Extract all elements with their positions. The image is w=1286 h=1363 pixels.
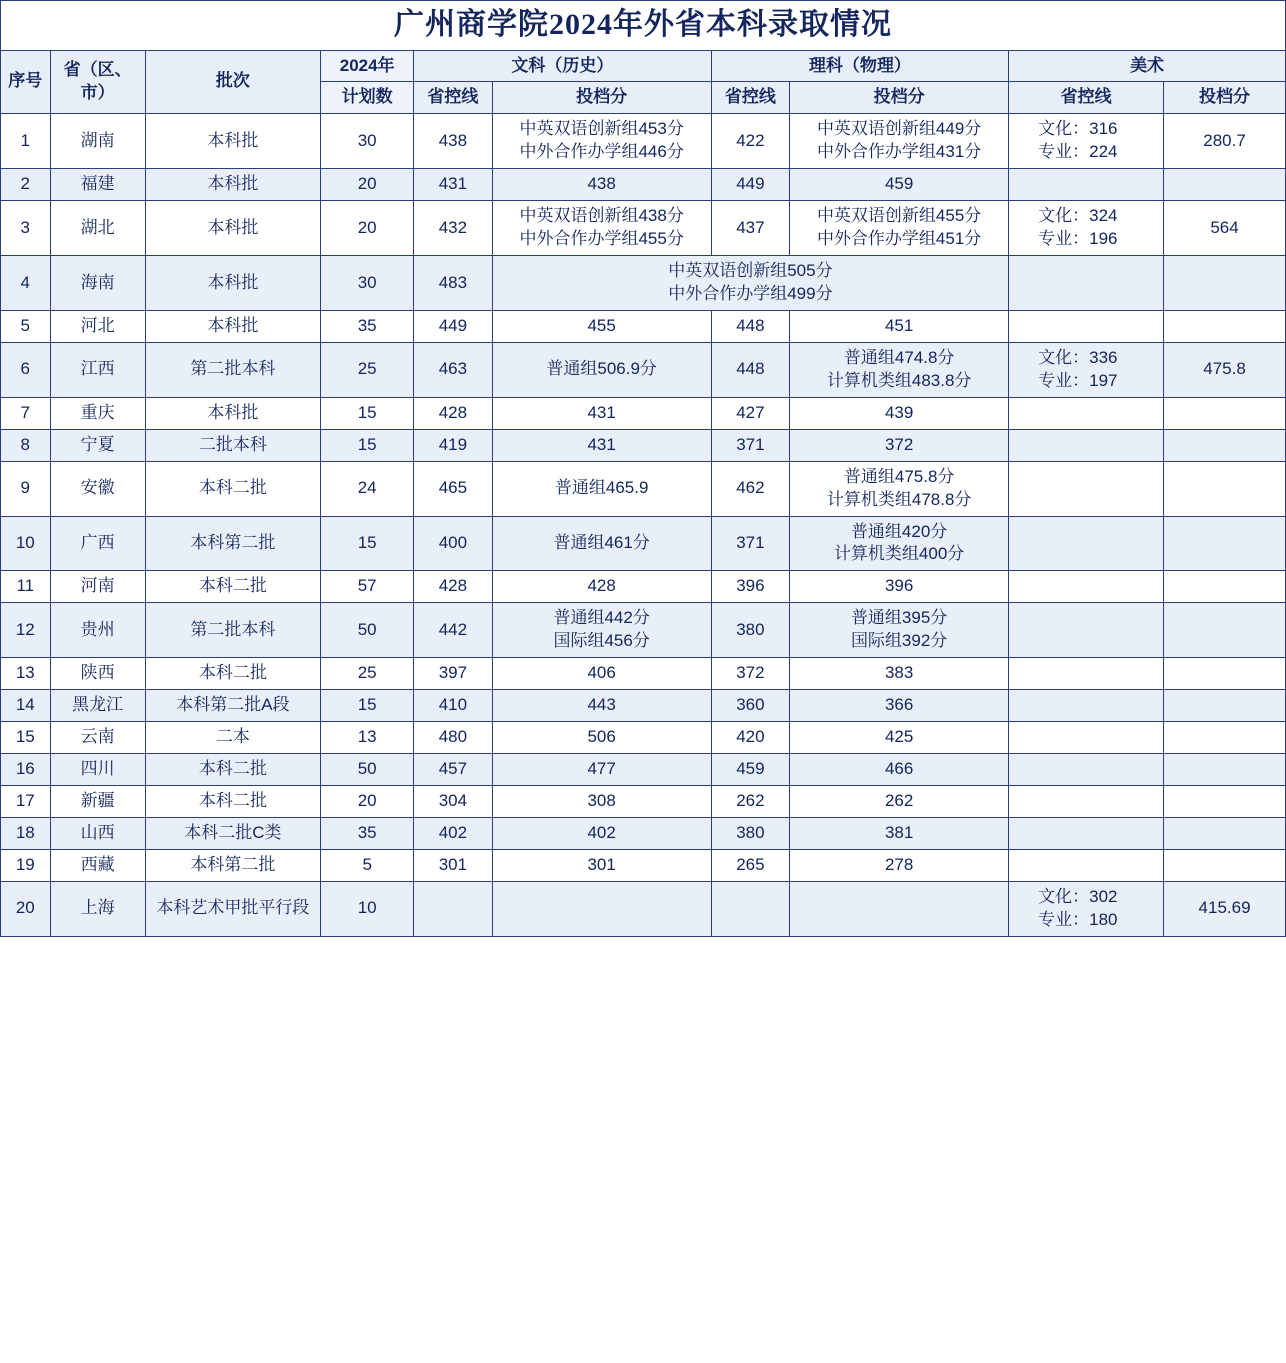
row-art-admit-score — [1164, 397, 1286, 429]
table-row — [1, 169, 1286, 201]
row-art-admit-score — [1164, 817, 1286, 849]
row-province: 贵州 — [50, 603, 145, 658]
row-plan: 13 — [321, 722, 414, 754]
row-batch: 二本 — [145, 722, 321, 754]
row-plan: 35 — [321, 817, 414, 849]
row-plan: 30 — [321, 256, 414, 311]
row-liberal-admit-score: 428 — [492, 571, 711, 603]
row-seq: 13 — [1, 658, 51, 690]
row-art-control-line — [1009, 397, 1164, 429]
row-batch: 本科艺术甲批平行段 — [145, 881, 321, 936]
row-liberal-control-line: 449 — [414, 310, 493, 342]
row-science-admit-score: 普通组395分 国际组392分 — [790, 603, 1009, 658]
row-liberal-control-line: 480 — [414, 722, 493, 754]
row-seq: 19 — [1, 849, 51, 881]
row-art-control-line — [1009, 429, 1164, 461]
row-province: 陕西 — [50, 658, 145, 690]
row-liberal-control-line: 432 — [414, 201, 493, 256]
row-liberal-control-line: 438 — [414, 114, 493, 169]
row-plan: 20 — [321, 785, 414, 817]
row-plan: 15 — [321, 429, 414, 461]
row-plan: 24 — [321, 461, 414, 516]
row-province: 湖北 — [50, 201, 145, 256]
row-art-admit-score — [1164, 754, 1286, 786]
row-liberal-admit-score: 431 — [492, 397, 711, 429]
row-province: 新疆 — [50, 785, 145, 817]
table-row — [1, 256, 1286, 311]
table-row — [1, 114, 1286, 169]
row-science-control-line: 462 — [711, 461, 790, 516]
row-province: 西藏 — [50, 849, 145, 881]
row-plan: 57 — [321, 571, 414, 603]
row-seq: 15 — [1, 722, 51, 754]
row-liberal-admit-score: 普通组442分 国际组456分 — [492, 603, 711, 658]
row-plan: 10 — [321, 881, 414, 936]
table-header — [1, 1, 1286, 114]
row-seq: 5 — [1, 310, 51, 342]
row-art-control-line — [1009, 461, 1164, 516]
row-science-admit-score: 中英双语创新组449分 中外合作办学组431分 — [790, 114, 1009, 169]
row-liberal-admit-score: 443 — [492, 690, 711, 722]
row-art-control-line — [1009, 690, 1164, 722]
row-art-control-line: 文化：316 专业：224 — [1009, 114, 1164, 169]
header-science-admit-score: 投档分 — [790, 82, 1009, 114]
row-plan: 5 — [321, 849, 414, 881]
row-batch: 本科二批 — [145, 571, 321, 603]
row-batch: 本科批 — [145, 256, 321, 311]
row-art-control-line: 文化：336 专业：197 — [1009, 342, 1164, 397]
row-art-control-line — [1009, 169, 1164, 201]
row-province: 海南 — [50, 256, 145, 311]
header-liberal-admit-score: 投档分 — [492, 82, 711, 114]
row-science-control-line: 371 — [711, 516, 790, 571]
row-liberal-control-line: 400 — [414, 516, 493, 571]
row-plan: 15 — [321, 690, 414, 722]
row-batch: 二批本科 — [145, 429, 321, 461]
row-art-control-line — [1009, 785, 1164, 817]
row-liberal-control-line: 301 — [414, 849, 493, 881]
row-liberal-control-line: 397 — [414, 658, 493, 690]
row-liberal-admit-score: 506 — [492, 722, 711, 754]
row-science-control-line: 420 — [711, 722, 790, 754]
table-row — [1, 310, 1286, 342]
row-seq: 17 — [1, 785, 51, 817]
row-batch: 本科批 — [145, 201, 321, 256]
row-batch: 本科批 — [145, 169, 321, 201]
row-seq: 4 — [1, 256, 51, 311]
row-seq: 16 — [1, 754, 51, 786]
row-liberal-admit-score: 438 — [492, 169, 711, 201]
row-batch: 本科第二批A段 — [145, 690, 321, 722]
row-batch: 本科二批 — [145, 461, 321, 516]
row-art-control-line — [1009, 310, 1164, 342]
table-row — [1, 785, 1286, 817]
row-batch: 本科第二批 — [145, 516, 321, 571]
row-plan: 30 — [321, 114, 414, 169]
row-science-admit-score: 中英双语创新组455分 中外合作办学组451分 — [790, 201, 1009, 256]
row-batch: 本科二批C类 — [145, 817, 321, 849]
table-row — [1, 658, 1286, 690]
row-art-admit-score — [1164, 690, 1286, 722]
row-liberal-control-line: 431 — [414, 169, 493, 201]
row-art-admit-score: 564 — [1164, 201, 1286, 256]
row-science-admit-score: 普通组420分 计算机类组400分 — [790, 516, 1009, 571]
row-art-control-line — [1009, 722, 1164, 754]
table-row — [1, 571, 1286, 603]
table-body — [1, 114, 1286, 936]
header-science-control-line: 省控线 — [711, 82, 790, 114]
row-science-admit-score: 451 — [790, 310, 1009, 342]
row-art-control-line — [1009, 658, 1164, 690]
row-art-admit-score — [1164, 256, 1286, 311]
table-row — [1, 201, 1286, 256]
row-science-control-line: 380 — [711, 603, 790, 658]
row-science-control-line — [711, 881, 790, 936]
row-batch: 本科批 — [145, 114, 321, 169]
row-seq: 8 — [1, 429, 51, 461]
row-science-admit-score — [790, 881, 1009, 936]
row-liberal-control-line: 304 — [414, 785, 493, 817]
row-science-admit-score: 262 — [790, 785, 1009, 817]
row-plan: 50 — [321, 603, 414, 658]
row-science-admit-score: 383 — [790, 658, 1009, 690]
row-liberal-admit-score: 301 — [492, 849, 711, 881]
row-science-admit-score: 466 — [790, 754, 1009, 786]
row-science-control-line: 265 — [711, 849, 790, 881]
row-art-admit-score — [1164, 461, 1286, 516]
table-row — [1, 603, 1286, 658]
row-province: 云南 — [50, 722, 145, 754]
header-province: 省（区、市） — [50, 50, 145, 114]
row-art-admit-score — [1164, 603, 1286, 658]
row-science-admit-score: 278 — [790, 849, 1009, 881]
row-science-admit-score: 366 — [790, 690, 1009, 722]
row-art-control-line — [1009, 571, 1164, 603]
row-seq: 18 — [1, 817, 51, 849]
row-batch: 本科批 — [145, 310, 321, 342]
row-science-control-line: 459 — [711, 754, 790, 786]
row-science-control-line: 448 — [711, 310, 790, 342]
row-province: 黑龙江 — [50, 690, 145, 722]
row-art-admit-score: 475.8 — [1164, 342, 1286, 397]
row-liberal-control-line: 410 — [414, 690, 493, 722]
row-plan: 15 — [321, 397, 414, 429]
row-liberal-admit-score: 普通组465.9 — [492, 461, 711, 516]
row-science-admit-score: 459 — [790, 169, 1009, 201]
row-seq: 14 — [1, 690, 51, 722]
row-science-control-line: 427 — [711, 397, 790, 429]
row-batch: 本科第二批 — [145, 849, 321, 881]
header-art-control-line: 省控线 — [1009, 82, 1164, 114]
header-year: 2024年 — [321, 50, 414, 82]
table-row — [1, 690, 1286, 722]
row-province: 山西 — [50, 817, 145, 849]
row-liberal-control-line: 483 — [414, 256, 493, 311]
row-science-admit-score: 普通组475.8分 计算机类组478.8分 — [790, 461, 1009, 516]
row-province: 四川 — [50, 754, 145, 786]
row-plan: 25 — [321, 342, 414, 397]
row-liberal-control-line: 428 — [414, 571, 493, 603]
row-batch: 本科二批 — [145, 785, 321, 817]
row-liberal-admit-score: 308 — [492, 785, 711, 817]
page-title-cell — [1, 1, 1286, 51]
row-art-admit-score — [1164, 849, 1286, 881]
header-plan: 计划数 — [321, 82, 414, 114]
table-row — [1, 516, 1286, 571]
row-art-control-line: 文化：302 专业：180 — [1009, 881, 1164, 936]
row-art-control-line — [1009, 516, 1164, 571]
row-province: 安徽 — [50, 461, 145, 516]
row-liberal-control-line: 442 — [414, 603, 493, 658]
row-seq: 7 — [1, 397, 51, 429]
row-art-control-line — [1009, 754, 1164, 786]
table-row — [1, 461, 1286, 516]
row-province: 福建 — [50, 169, 145, 201]
header-art-admit-score: 投档分 — [1164, 82, 1286, 114]
row-plan: 20 — [321, 201, 414, 256]
row-seq: 10 — [1, 516, 51, 571]
row-art-control-line — [1009, 603, 1164, 658]
row-science-control-line: 360 — [711, 690, 790, 722]
table-row — [1, 754, 1286, 786]
row-art-admit-score: 280.7 — [1164, 114, 1286, 169]
row-plan: 35 — [321, 310, 414, 342]
row-province: 宁夏 — [50, 429, 145, 461]
row-plan: 15 — [321, 516, 414, 571]
row-science-control-line: 448 — [711, 342, 790, 397]
row-seq: 9 — [1, 461, 51, 516]
row-seq: 1 — [1, 114, 51, 169]
row-batch: 本科批 — [145, 397, 321, 429]
row-art-admit-score — [1164, 516, 1286, 571]
row-art-admit-score — [1164, 429, 1286, 461]
row-science-admit-score: 439 — [790, 397, 1009, 429]
row-liberal-admit-score: 477 — [492, 754, 711, 786]
row-science-control-line: 449 — [711, 169, 790, 201]
row-art-admit-score — [1164, 658, 1286, 690]
row-liberal-control-line: 465 — [414, 461, 493, 516]
row-liberal-admit-score: 406 — [492, 658, 711, 690]
row-art-admit-score — [1164, 722, 1286, 754]
table-row — [1, 722, 1286, 754]
header-liberal: 文科（历史） — [414, 50, 711, 82]
row-liberal-control-line: 419 — [414, 429, 493, 461]
row-seq: 6 — [1, 342, 51, 397]
title-row — [1, 1, 1286, 51]
row-province: 重庆 — [50, 397, 145, 429]
table-row — [1, 881, 1286, 936]
row-liberal-control-line: 463 — [414, 342, 493, 397]
row-art-admit-score — [1164, 785, 1286, 817]
header-art: 美术 — [1009, 50, 1286, 82]
row-liberal-admit-score: 普通组506.9分 — [492, 342, 711, 397]
row-plan: 25 — [321, 658, 414, 690]
row-science-control-line: 372 — [711, 658, 790, 690]
header-science: 理科（物理） — [711, 50, 1008, 82]
row-batch: 第二批本科 — [145, 603, 321, 658]
row-liberal-control-line — [414, 881, 493, 936]
row-seq: 3 — [1, 201, 51, 256]
row-science-admit-score: 381 — [790, 817, 1009, 849]
row-science-control-line: 396 — [711, 571, 790, 603]
row-merged-admit-score: 中英双语创新组505分 中外合作办学组499分 — [492, 256, 1008, 311]
row-science-control-line: 422 — [711, 114, 790, 169]
row-liberal-admit-score: 中英双语创新组438分 中外合作办学组455分 — [492, 201, 711, 256]
row-art-control-line — [1009, 849, 1164, 881]
row-liberal-admit-score: 402 — [492, 817, 711, 849]
row-art-control-line: 文化：324 专业：196 — [1009, 201, 1164, 256]
table-row — [1, 849, 1286, 881]
page-title: 广州商学院2024年外省本科录取情况 — [394, 8, 892, 41]
table-row — [1, 429, 1286, 461]
row-plan: 20 — [321, 169, 414, 201]
row-science-control-line: 380 — [711, 817, 790, 849]
row-batch: 本科二批 — [145, 754, 321, 786]
row-science-control-line: 371 — [711, 429, 790, 461]
row-batch: 第二批本科 — [145, 342, 321, 397]
row-province: 江西 — [50, 342, 145, 397]
row-province: 上海 — [50, 881, 145, 936]
row-batch: 本科二批 — [145, 658, 321, 690]
row-science-admit-score: 普通组474.8分 计算机类组483.8分 — [790, 342, 1009, 397]
row-science-admit-score: 425 — [790, 722, 1009, 754]
row-liberal-control-line: 428 — [414, 397, 493, 429]
header-batch: 批次 — [145, 50, 321, 114]
row-plan: 50 — [321, 754, 414, 786]
row-science-control-line: 437 — [711, 201, 790, 256]
row-liberal-control-line: 457 — [414, 754, 493, 786]
row-liberal-control-line: 402 — [414, 817, 493, 849]
table-row — [1, 342, 1286, 397]
row-art-control-line — [1009, 817, 1164, 849]
row-liberal-admit-score: 431 — [492, 429, 711, 461]
header-liberal-control-line: 省控线 — [414, 82, 493, 114]
row-art-admit-score — [1164, 310, 1286, 342]
table-row — [1, 397, 1286, 429]
row-seq: 2 — [1, 169, 51, 201]
row-seq: 11 — [1, 571, 51, 603]
row-seq: 20 — [1, 881, 51, 936]
row-seq: 12 — [1, 603, 51, 658]
row-art-admit-score: 415.69 — [1164, 881, 1286, 936]
table-row — [1, 817, 1286, 849]
row-province: 广西 — [50, 516, 145, 571]
header-seq: 序号 — [1, 50, 51, 114]
row-science-control-line: 262 — [711, 785, 790, 817]
row-art-admit-score — [1164, 571, 1286, 603]
header-row-1 — [1, 50, 1286, 82]
row-art-control-line — [1009, 256, 1164, 311]
row-province: 河南 — [50, 571, 145, 603]
row-province: 湖南 — [50, 114, 145, 169]
row-province: 河北 — [50, 310, 145, 342]
row-liberal-admit-score: 455 — [492, 310, 711, 342]
row-liberal-admit-score — [492, 881, 711, 936]
row-art-admit-score — [1164, 169, 1286, 201]
row-science-admit-score: 396 — [790, 571, 1009, 603]
row-liberal-admit-score: 中英双语创新组453分 中外合作办学组446分 — [492, 114, 711, 169]
row-science-admit-score: 372 — [790, 429, 1009, 461]
row-liberal-admit-score: 普通组461分 — [492, 516, 711, 571]
